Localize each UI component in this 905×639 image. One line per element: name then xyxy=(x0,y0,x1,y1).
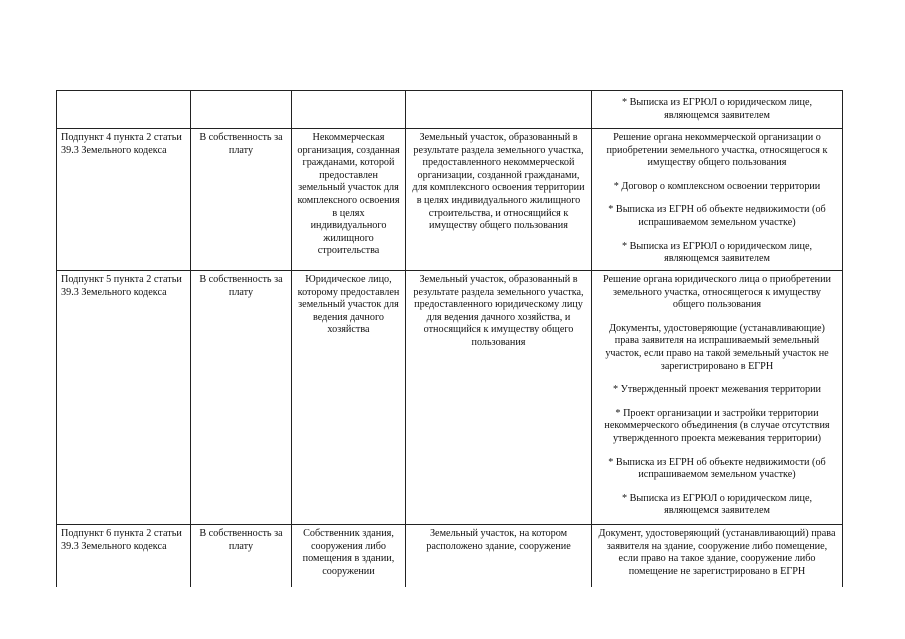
doc-item: * Выписка из ЕГРЮЛ о юридическом лице, являющемся заявителем xyxy=(621,97,813,121)
doc-item: * Выписка из ЕГРЮЛ о юридическом лице, являющемся заявителем xyxy=(621,240,813,265)
docs-cell xyxy=(592,271,843,525)
plot-cell: Земельный участок, на котором расположено здание, сооружение xyxy=(406,525,592,587)
basis-cell: Подпункт 6 пункта 2 статьи 39.3 Земельного кодекса xyxy=(57,525,191,587)
doc-item: Документы, удостоверяющие (устанавливающие) права заявителя на испрашиваемый земельный участок, если право на такой земельный участок не зарегистрировано в ЕГРН xyxy=(605,322,829,372)
plot-cell: Земельный участок, образованный в результате раздела земельного участка, предоставленного некоммерческой организации, созданной гражданами, для комплексного освоения территории в целях индивидуального жилищного строительства, и относящийся к имуществу общего пользования xyxy=(406,129,592,271)
right-cell: В собственность за плату xyxy=(191,129,292,271)
doc-item: Решение органа юридического лица о приобретении земельного участка, относящегося к имуществу общего пользования xyxy=(602,274,832,311)
land-documents-table xyxy=(56,90,843,587)
doc-item: Решение органа некоммерческой организации о приобретении земельного участка, относящегося к имуществу общего пользования xyxy=(606,132,828,169)
basis-cell xyxy=(57,91,191,129)
applicant-cell: Собственник здания, сооружения либо помещения в здании, сооружении xyxy=(292,525,406,587)
applicant-cell xyxy=(292,91,406,129)
doc-item: * Выписка из ЕГРН об объекте недвижимости (об испрашиваемом земельном участке) xyxy=(608,456,826,481)
doc-item: Документ, удостоверяющий (устанавливающий) права заявителя на здание, сооружение либо помещение, если право на такое здание, сооружение либо помещение не зарегистрировано в ЕГРН xyxy=(598,528,836,577)
docs-cell xyxy=(592,525,843,587)
table-row xyxy=(57,271,843,525)
right-cell xyxy=(191,91,292,129)
docs-cell xyxy=(592,91,843,129)
doc-item: * Выписка из ЕГРН об объекте недвижимости (об испрашиваемом земельном участке) xyxy=(608,204,826,228)
doc-item: * Утвержденный проект межевания территории xyxy=(612,384,821,396)
doc-item: * Договор о комплексном освоении территории xyxy=(613,180,821,192)
right-cell: В собственность за плату xyxy=(191,525,292,587)
right-cell: В собственность за плату xyxy=(191,271,292,525)
table-row xyxy=(57,91,843,129)
table-row xyxy=(57,129,843,271)
basis-cell: Подпункт 5 пункта 2 статьи 39.3 Земельного кодекса xyxy=(57,271,191,525)
docs-cell xyxy=(592,129,843,271)
applicant-cell: Юридическое лицо, которому предоставлен земельный участок для ведения дачного хозяйства xyxy=(292,271,406,525)
applicant-cell: Некоммерческая организация, созданная гражданами, которой предоставлен земельный участок для комплексного освоения в целях индивидуального жилищного строительства xyxy=(292,129,406,271)
plot-cell: Земельный участок, образованный в результате раздела земельного участка, предоставленного юридическому лицу для ведения дачного хозяйства, и относящийся к имуществу общего пользования xyxy=(406,271,592,525)
doc-item: * Выписка из ЕГРЮЛ о юридическом лице, являющемся заявителем xyxy=(621,492,813,517)
doc-item: * Проект организации и застройки территории некоммерческого объединения (в случае отсутствия утвержденного проекта межевания территории) xyxy=(604,407,830,444)
plot-cell xyxy=(406,91,592,129)
table-row xyxy=(57,525,843,587)
basis-cell: Подпункт 4 пункта 2 статьи 39.3 Земельного кодекса xyxy=(57,129,191,271)
